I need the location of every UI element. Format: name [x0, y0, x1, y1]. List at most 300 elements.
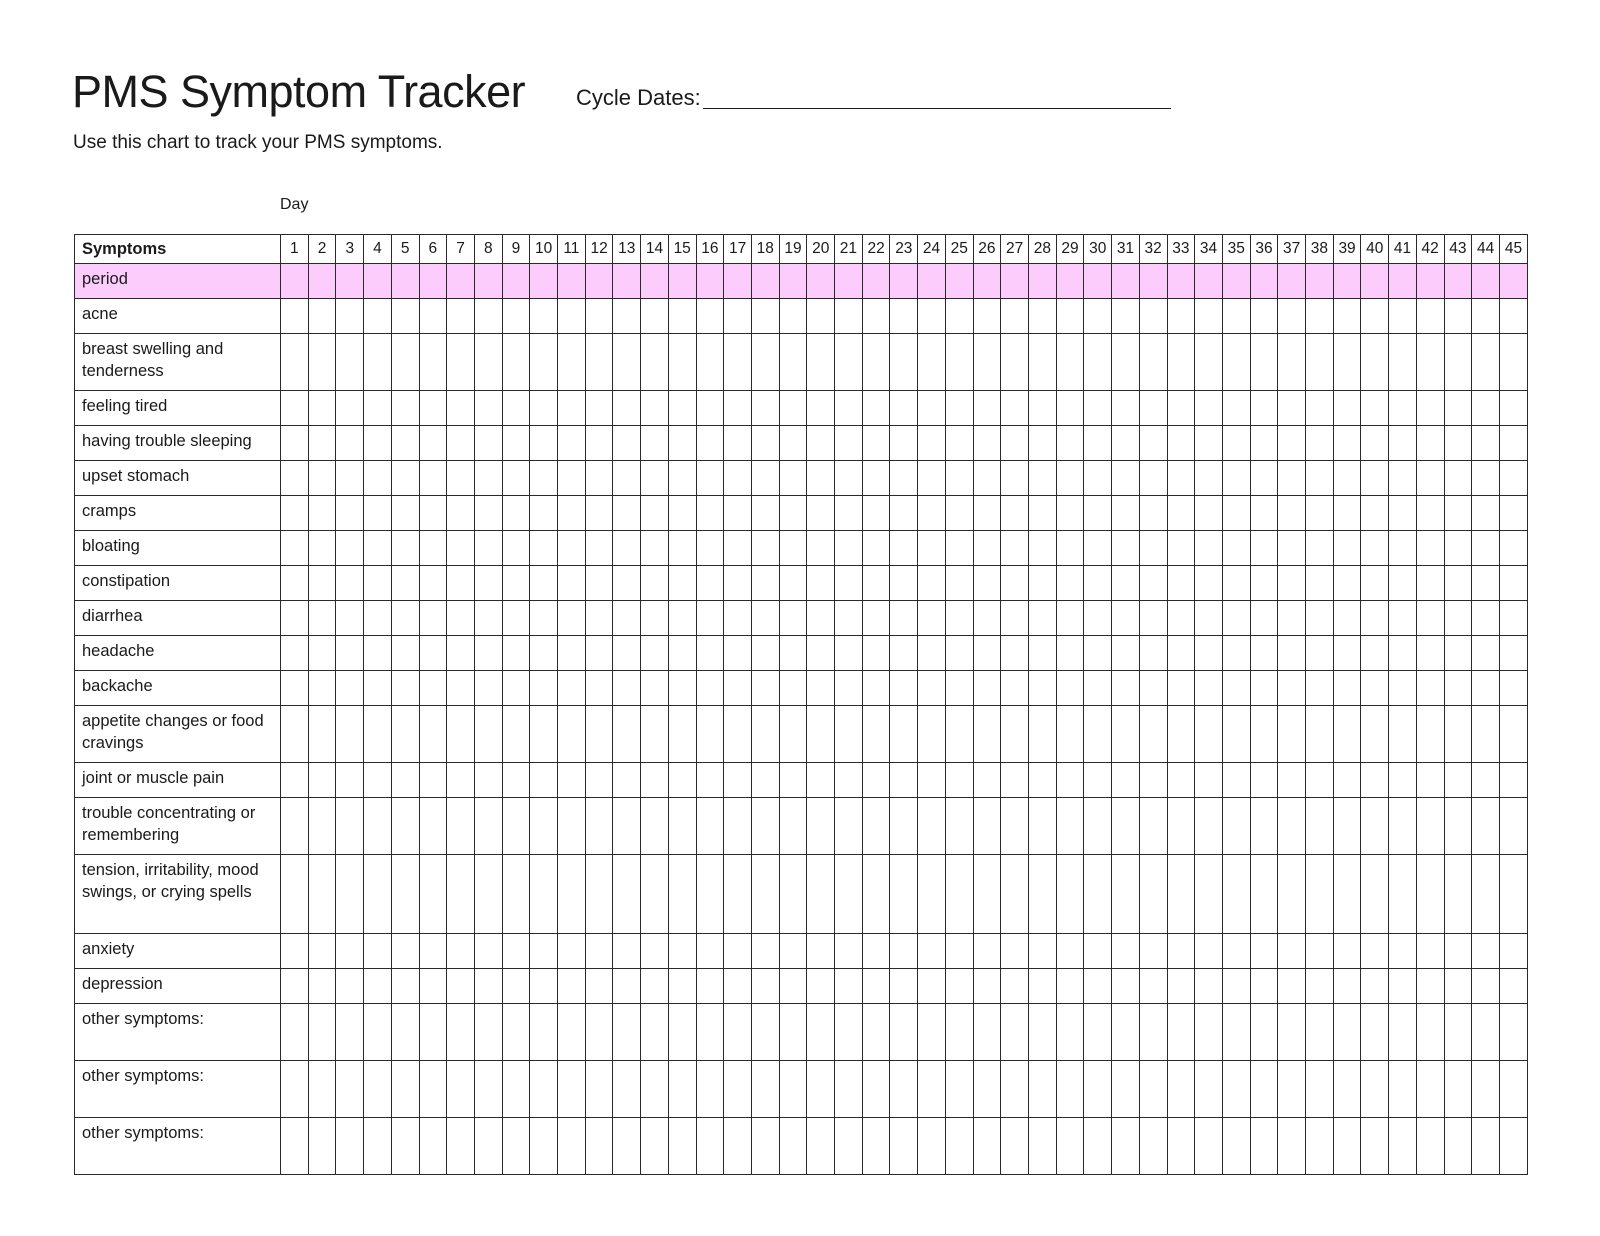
day-cell[interactable] [1028, 763, 1056, 798]
day-cell[interactable] [1028, 706, 1056, 763]
day-cell[interactable] [419, 531, 447, 566]
day-cell[interactable] [1306, 496, 1334, 531]
day-cell[interactable] [1167, 636, 1195, 671]
day-cell[interactable] [696, 531, 724, 566]
day-cell[interactable] [1361, 969, 1389, 1004]
day-cell[interactable] [668, 763, 696, 798]
day-cell[interactable] [1084, 1004, 1112, 1061]
day-cell[interactable] [1361, 1004, 1389, 1061]
day-cell[interactable] [419, 461, 447, 496]
day-cell[interactable] [641, 299, 669, 334]
day-cell[interactable] [918, 934, 946, 969]
day-cell[interactable] [281, 855, 309, 934]
day-cell[interactable] [336, 969, 364, 1004]
day-cell[interactable] [945, 1118, 973, 1175]
day-cell[interactable] [1112, 934, 1140, 969]
day-cell[interactable] [1444, 934, 1472, 969]
day-cell[interactable] [1112, 334, 1140, 391]
day-cell[interactable] [807, 1118, 835, 1175]
day-cell[interactable] [973, 1061, 1001, 1118]
day-cell[interactable] [1472, 706, 1500, 763]
day-cell[interactable] [585, 1118, 613, 1175]
day-cell[interactable] [1389, 496, 1417, 531]
day-cell[interactable] [1112, 1004, 1140, 1061]
day-cell[interactable] [1195, 334, 1223, 391]
day-cell[interactable] [530, 763, 558, 798]
day-cell[interactable] [1278, 763, 1306, 798]
day-cell[interactable] [1389, 1061, 1417, 1118]
day-cell[interactable] [779, 496, 807, 531]
day-cell[interactable] [890, 426, 918, 461]
day-cell[interactable] [1139, 706, 1167, 763]
day-cell[interactable] [1195, 1061, 1223, 1118]
day-cell[interactable] [1306, 671, 1334, 706]
day-cell[interactable] [336, 934, 364, 969]
day-cell[interactable] [1250, 969, 1278, 1004]
day-cell[interactable] [1444, 426, 1472, 461]
day-cell[interactable] [613, 934, 641, 969]
day-cell[interactable] [835, 798, 863, 855]
day-cell[interactable] [1333, 763, 1361, 798]
day-cell[interactable] [308, 1061, 336, 1118]
day-cell[interactable] [1167, 601, 1195, 636]
day-cell[interactable] [751, 934, 779, 969]
day-cell[interactable] [585, 763, 613, 798]
day-cell[interactable] [1056, 855, 1084, 934]
day-cell[interactable] [862, 763, 890, 798]
day-cell[interactable] [696, 1118, 724, 1175]
day-cell[interactable] [668, 969, 696, 1004]
day-cell[interactable] [1389, 426, 1417, 461]
day-cell[interactable] [585, 934, 613, 969]
day-cell[interactable] [1139, 969, 1167, 1004]
day-cell[interactable] [641, 461, 669, 496]
day-cell[interactable] [1472, 566, 1500, 601]
day-cell[interactable] [1499, 334, 1527, 391]
day-cell[interactable] [751, 461, 779, 496]
day-cell[interactable] [474, 496, 502, 531]
day-cell[interactable] [613, 426, 641, 461]
day-cell[interactable] [1333, 496, 1361, 531]
day-cell[interactable] [1416, 636, 1444, 671]
day-cell[interactable] [336, 531, 364, 566]
day-cell[interactable] [779, 1061, 807, 1118]
day-cell[interactable] [1084, 636, 1112, 671]
day-cell[interactable] [281, 1004, 309, 1061]
day-cell[interactable] [502, 334, 530, 391]
day-cell[interactable] [336, 391, 364, 426]
day-cell[interactable] [751, 636, 779, 671]
day-cell[interactable] [613, 671, 641, 706]
day-cell[interactable] [724, 636, 752, 671]
day-cell[interactable] [751, 299, 779, 334]
day-cell[interactable] [1195, 798, 1223, 855]
day-cell[interactable] [308, 763, 336, 798]
day-cell[interactable] [1361, 531, 1389, 566]
day-cell[interactable] [1444, 855, 1472, 934]
day-cell[interactable] [1416, 671, 1444, 706]
day-cell[interactable] [1389, 531, 1417, 566]
day-cell[interactable] [1333, 299, 1361, 334]
day-cell[interactable] [1028, 671, 1056, 706]
day-cell[interactable] [364, 1061, 392, 1118]
day-cell[interactable] [281, 299, 309, 334]
day-cell[interactable] [1001, 531, 1029, 566]
day-cell[interactable] [1499, 461, 1527, 496]
day-cell[interactable] [945, 531, 973, 566]
day-cell[interactable] [724, 1004, 752, 1061]
day-cell[interactable] [918, 763, 946, 798]
day-cell[interactable] [973, 636, 1001, 671]
day-cell[interactable] [696, 969, 724, 1004]
day-cell[interactable] [391, 461, 419, 496]
day-cell[interactable] [1306, 531, 1334, 566]
day-cell[interactable] [474, 706, 502, 763]
day-cell[interactable] [807, 566, 835, 601]
day-cell[interactable] [530, 496, 558, 531]
day-cell[interactable] [724, 934, 752, 969]
day-cell[interactable] [862, 969, 890, 1004]
day-cell[interactable] [474, 531, 502, 566]
day-cell[interactable] [1416, 969, 1444, 1004]
day-cell[interactable] [1361, 855, 1389, 934]
day-cell[interactable] [1416, 798, 1444, 855]
day-cell[interactable] [391, 299, 419, 334]
day-cell[interactable] [1306, 763, 1334, 798]
day-cell[interactable] [474, 855, 502, 934]
day-cell[interactable] [1361, 798, 1389, 855]
day-cell[interactable] [1444, 496, 1472, 531]
day-cell[interactable] [558, 763, 586, 798]
day-cell[interactable] [364, 671, 392, 706]
day-cell[interactable] [502, 934, 530, 969]
day-cell[interactable] [696, 566, 724, 601]
day-cell[interactable] [474, 391, 502, 426]
day-cell[interactable] [530, 299, 558, 334]
day-cell[interactable] [918, 1061, 946, 1118]
day-cell[interactable] [1250, 461, 1278, 496]
day-cell[interactable] [724, 1118, 752, 1175]
day-cell[interactable] [530, 934, 558, 969]
day-cell[interactable] [281, 706, 309, 763]
day-cell[interactable] [890, 934, 918, 969]
day-cell[interactable] [585, 391, 613, 426]
day-cell[interactable] [530, 1004, 558, 1061]
day-cell[interactable] [862, 671, 890, 706]
day-cell[interactable] [1139, 1118, 1167, 1175]
day-cell[interactable] [1112, 763, 1140, 798]
day-cell[interactable] [613, 763, 641, 798]
day-cell[interactable] [1001, 706, 1029, 763]
day-cell[interactable] [1139, 426, 1167, 461]
day-cell[interactable] [1084, 671, 1112, 706]
day-cell[interactable] [862, 334, 890, 391]
day-cell[interactable] [1001, 969, 1029, 1004]
day-cell[interactable] [613, 706, 641, 763]
day-cell[interactable] [1250, 426, 1278, 461]
day-cell[interactable] [1250, 798, 1278, 855]
day-cell[interactable] [1444, 636, 1472, 671]
day-cell[interactable] [724, 1061, 752, 1118]
day-cell[interactable] [1278, 496, 1306, 531]
day-cell[interactable] [641, 1118, 669, 1175]
day-cell[interactable] [1001, 601, 1029, 636]
day-cell[interactable] [308, 601, 336, 636]
day-cell[interactable] [1472, 601, 1500, 636]
day-cell[interactable] [336, 1061, 364, 1118]
day-cell[interactable] [530, 706, 558, 763]
day-cell[interactable] [474, 636, 502, 671]
day-cell[interactable] [835, 496, 863, 531]
day-cell[interactable] [751, 1004, 779, 1061]
day-cell[interactable] [1499, 264, 1527, 299]
day-cell[interactable] [530, 531, 558, 566]
day-cell[interactable] [558, 426, 586, 461]
day-cell[interactable] [502, 426, 530, 461]
day-cell[interactable] [1056, 264, 1084, 299]
day-cell[interactable] [1333, 531, 1361, 566]
day-cell[interactable] [918, 461, 946, 496]
day-cell[interactable] [1112, 636, 1140, 671]
day-cell[interactable] [1444, 334, 1472, 391]
day-cell[interactable] [585, 461, 613, 496]
day-cell[interactable] [641, 671, 669, 706]
day-cell[interactable] [696, 636, 724, 671]
day-cell[interactable] [530, 461, 558, 496]
day-cell[interactable] [973, 763, 1001, 798]
day-cell[interactable] [751, 798, 779, 855]
day-cell[interactable] [807, 264, 835, 299]
day-cell[interactable] [973, 264, 1001, 299]
day-cell[interactable] [308, 934, 336, 969]
day-cell[interactable] [1306, 391, 1334, 426]
day-cell[interactable] [1084, 855, 1112, 934]
day-cell[interactable] [281, 636, 309, 671]
day-cell[interactable] [1195, 1004, 1223, 1061]
day-cell[interactable] [1306, 798, 1334, 855]
day-cell[interactable] [862, 531, 890, 566]
day-cell[interactable] [862, 426, 890, 461]
day-cell[interactable] [308, 706, 336, 763]
day-cell[interactable] [1195, 299, 1223, 334]
day-cell[interactable] [973, 601, 1001, 636]
day-cell[interactable] [890, 1004, 918, 1061]
day-cell[interactable] [1167, 264, 1195, 299]
day-cell[interactable] [779, 334, 807, 391]
day-cell[interactable] [1250, 299, 1278, 334]
day-cell[interactable] [1278, 1004, 1306, 1061]
day-cell[interactable] [281, 934, 309, 969]
day-cell[interactable] [502, 264, 530, 299]
day-cell[interactable] [945, 334, 973, 391]
day-cell[interactable] [1056, 763, 1084, 798]
day-cell[interactable] [835, 934, 863, 969]
day-cell[interactable] [447, 671, 475, 706]
day-cell[interactable] [641, 334, 669, 391]
day-cell[interactable] [391, 798, 419, 855]
day-cell[interactable] [530, 334, 558, 391]
day-cell[interactable] [308, 855, 336, 934]
day-cell[interactable] [1416, 763, 1444, 798]
day-cell[interactable] [502, 1118, 530, 1175]
day-cell[interactable] [364, 855, 392, 934]
day-cell[interactable] [336, 763, 364, 798]
day-cell[interactable] [1333, 855, 1361, 934]
day-cell[interactable] [364, 461, 392, 496]
day-cell[interactable] [1028, 531, 1056, 566]
day-cell[interactable] [1112, 1061, 1140, 1118]
day-cell[interactable] [668, 1118, 696, 1175]
day-cell[interactable] [1112, 969, 1140, 1004]
day-cell[interactable] [502, 798, 530, 855]
day-cell[interactable] [835, 391, 863, 426]
day-cell[interactable] [1499, 671, 1527, 706]
day-cell[interactable] [558, 299, 586, 334]
day-cell[interactable] [724, 334, 752, 391]
day-cell[interactable] [613, 1118, 641, 1175]
day-cell[interactable] [502, 706, 530, 763]
day-cell[interactable] [558, 496, 586, 531]
day-cell[interactable] [890, 496, 918, 531]
day-cell[interactable] [890, 531, 918, 566]
day-cell[interactable] [308, 264, 336, 299]
day-cell[interactable] [807, 763, 835, 798]
day-cell[interactable] [1306, 1118, 1334, 1175]
day-cell[interactable] [530, 1061, 558, 1118]
day-cell[interactable] [1139, 1004, 1167, 1061]
day-cell[interactable] [862, 299, 890, 334]
day-cell[interactable] [1001, 299, 1029, 334]
day-cell[interactable] [1222, 299, 1250, 334]
day-cell[interactable] [502, 969, 530, 1004]
day-cell[interactable] [447, 426, 475, 461]
day-cell[interactable] [1278, 391, 1306, 426]
day-cell[interactable] [807, 496, 835, 531]
day-cell[interactable] [419, 671, 447, 706]
day-cell[interactable] [1112, 496, 1140, 531]
day-cell[interactable] [1112, 391, 1140, 426]
day-cell[interactable] [447, 763, 475, 798]
day-cell[interactable] [973, 706, 1001, 763]
day-cell[interactable] [1306, 706, 1334, 763]
day-cell[interactable] [613, 1004, 641, 1061]
day-cell[interactable] [308, 496, 336, 531]
day-cell[interactable] [918, 798, 946, 855]
day-cell[interactable] [1306, 969, 1334, 1004]
day-cell[interactable] [1001, 461, 1029, 496]
day-cell[interactable] [1306, 1004, 1334, 1061]
day-cell[interactable] [1278, 601, 1306, 636]
day-cell[interactable] [1084, 426, 1112, 461]
day-cell[interactable] [1001, 496, 1029, 531]
day-cell[interactable] [1056, 934, 1084, 969]
day-cell[interactable] [364, 798, 392, 855]
day-cell[interactable] [530, 855, 558, 934]
day-cell[interactable] [447, 706, 475, 763]
day-cell[interactable] [1306, 264, 1334, 299]
day-cell[interactable] [1195, 763, 1223, 798]
cycle-dates-field[interactable] [703, 108, 1171, 109]
day-cell[interactable] [1222, 601, 1250, 636]
day-cell[interactable] [724, 763, 752, 798]
day-cell[interactable] [1167, 426, 1195, 461]
day-cell[interactable] [1112, 855, 1140, 934]
day-cell[interactable] [391, 855, 419, 934]
day-cell[interactable] [1389, 334, 1417, 391]
day-cell[interactable] [918, 391, 946, 426]
day-cell[interactable] [1472, 299, 1500, 334]
day-cell[interactable] [1112, 531, 1140, 566]
day-cell[interactable] [419, 1004, 447, 1061]
day-cell[interactable] [918, 671, 946, 706]
day-cell[interactable] [1222, 706, 1250, 763]
day-cell[interactable] [1250, 1004, 1278, 1061]
day-cell[interactable] [502, 671, 530, 706]
day-cell[interactable] [1001, 798, 1029, 855]
day-cell[interactable] [1028, 496, 1056, 531]
day-cell[interactable] [1499, 798, 1527, 855]
day-cell[interactable] [281, 763, 309, 798]
day-cell[interactable] [1250, 601, 1278, 636]
day-cell[interactable] [1001, 566, 1029, 601]
day-cell[interactable] [1361, 706, 1389, 763]
day-cell[interactable] [724, 391, 752, 426]
day-cell[interactable] [918, 264, 946, 299]
day-cell[interactable] [281, 264, 309, 299]
day-cell[interactable] [751, 706, 779, 763]
day-cell[interactable] [973, 496, 1001, 531]
day-cell[interactable] [1361, 1118, 1389, 1175]
day-cell[interactable] [1444, 461, 1472, 496]
day-cell[interactable] [1195, 531, 1223, 566]
day-cell[interactable] [835, 671, 863, 706]
day-cell[interactable] [1333, 601, 1361, 636]
day-cell[interactable] [447, 299, 475, 334]
day-cell[interactable] [668, 334, 696, 391]
day-cell[interactable] [1306, 426, 1334, 461]
day-cell[interactable] [807, 334, 835, 391]
day-cell[interactable] [1056, 566, 1084, 601]
day-cell[interactable] [1444, 1118, 1472, 1175]
day-cell[interactable] [890, 1061, 918, 1118]
day-cell[interactable] [1167, 671, 1195, 706]
day-cell[interactable] [364, 706, 392, 763]
day-cell[interactable] [1416, 299, 1444, 334]
day-cell[interactable] [696, 334, 724, 391]
day-cell[interactable] [890, 1118, 918, 1175]
day-cell[interactable] [1195, 496, 1223, 531]
day-cell[interactable] [474, 334, 502, 391]
day-cell[interactable] [835, 531, 863, 566]
day-cell[interactable] [862, 461, 890, 496]
day-cell[interactable] [973, 671, 1001, 706]
day-cell[interactable] [336, 496, 364, 531]
day-cell[interactable] [918, 636, 946, 671]
day-cell[interactable] [1028, 299, 1056, 334]
day-cell[interactable] [835, 601, 863, 636]
day-cell[interactable] [613, 299, 641, 334]
day-cell[interactable] [1195, 671, 1223, 706]
day-cell[interactable] [1167, 1004, 1195, 1061]
day-cell[interactable] [364, 334, 392, 391]
day-cell[interactable] [1084, 934, 1112, 969]
day-cell[interactable] [585, 426, 613, 461]
day-cell[interactable] [281, 531, 309, 566]
day-cell[interactable] [862, 1118, 890, 1175]
day-cell[interactable] [1306, 601, 1334, 636]
day-cell[interactable] [447, 855, 475, 934]
day-cell[interactable] [668, 706, 696, 763]
